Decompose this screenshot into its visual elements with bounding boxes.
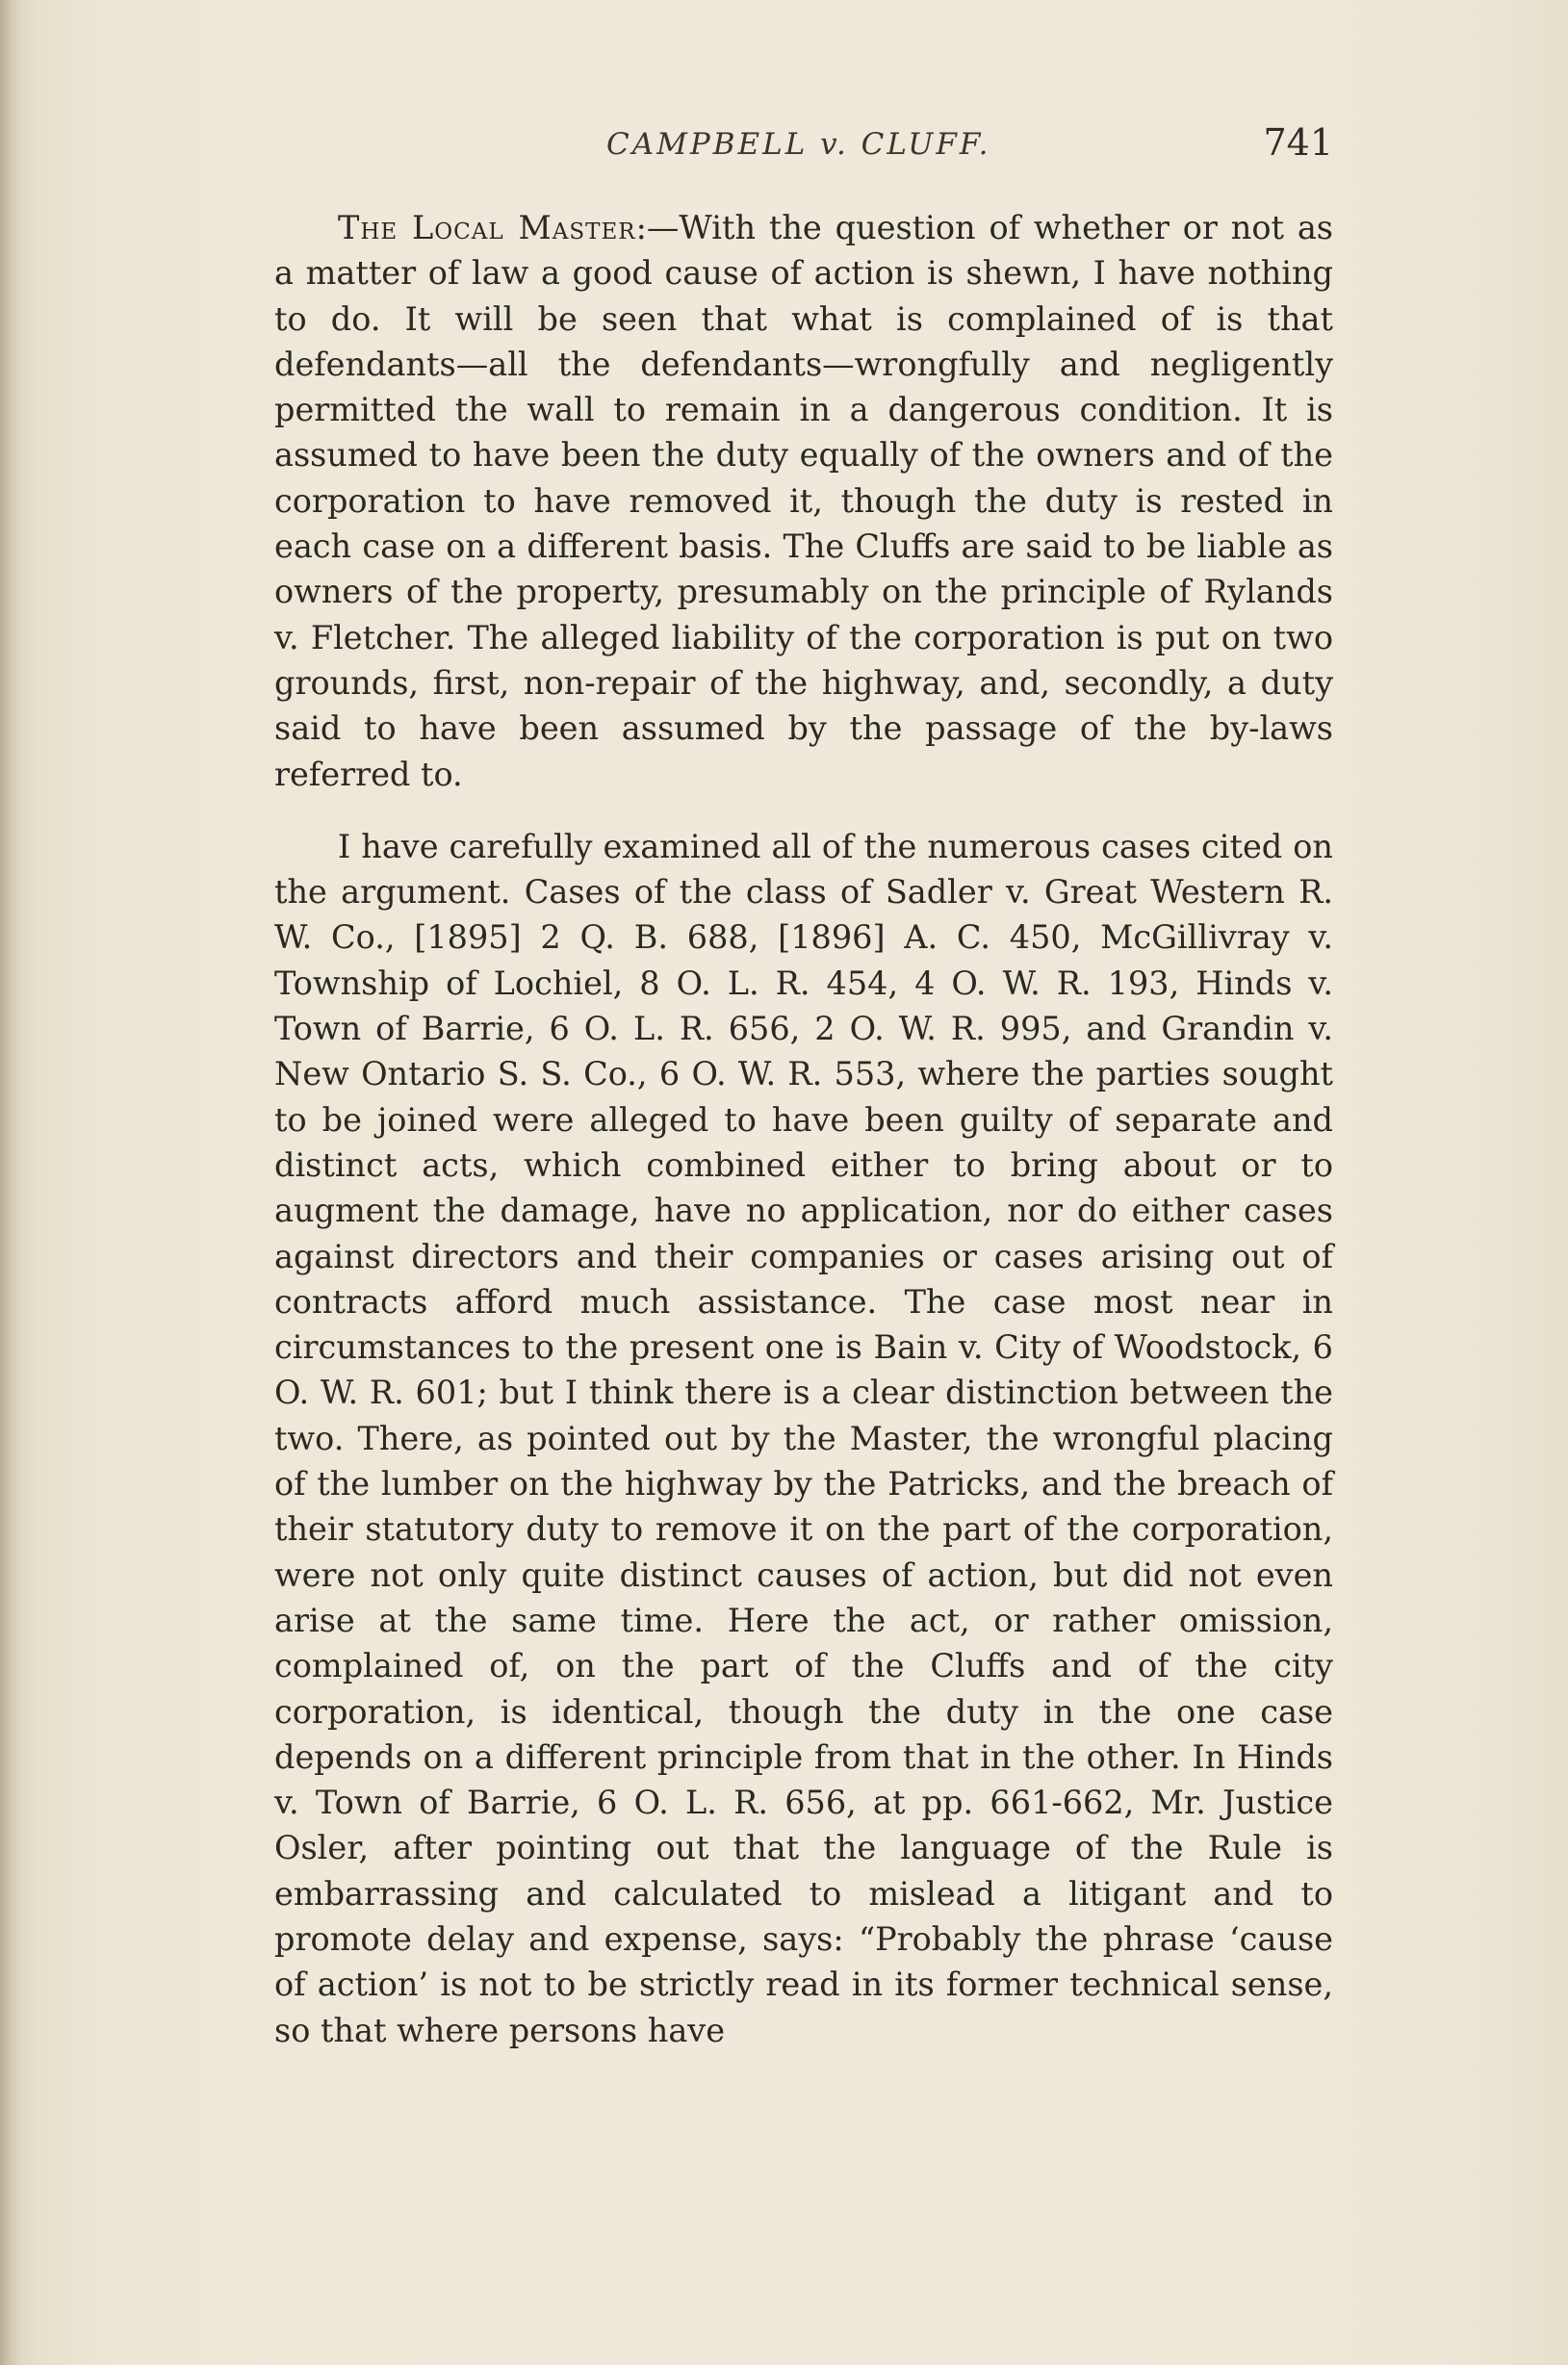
paragraph-text: :—With the question of whether or not as a matter of law a good cause of action is shewn, I have nothing to do. It will be seen that what is complained of is that defendants—all the defendants—wrongfully and negligently permitted the wall to remain in a dangerous condition. It is assumed to have been the duty equally of the owners and of the corporation to have removed it, though the duty is rested in each case on a different basis. The Cluffs are said to be liable as owners of the property, presumably on the principle of Rylands v. Fletcher. The alleged liability of the corporation is put on two grounds, first, non-repair of the highway, and, secondly, a duty said to have been assumed by the passage of the by-laws referred to. (274, 209, 1333, 793)
speaker-heading: The Local Master (338, 209, 636, 246)
page-binding-edge (0, 0, 21, 2365)
paragraph-local-master (274, 205, 1333, 797)
paragraph-cases (274, 824, 1333, 2053)
paragraph-text: I have carefully examined all of the numerous cases cited on the argument. Cases of the class of Sadler v. Great Western R. W. Co., [1895] 2 Q. B. 688, [1896] A. C. 450, McGillivray v. Township of Lochiel, 8 O. L. R. 454, 4 O. W. R. 193, Hinds v. Town of Barrie, 6 O. L. R. 656, 2 O. W. R. 995, and Grandin v. New Ontario S. S. Co., 6 O. W. R. 553, where the parties sought to be joined were alleged to have been guilty of separate and distinct acts, which combined either to bring about or to augment the damage, have no application, nor do either cases against directors and their companies or cases arising out of contracts afford much assistance. The case most near in circumstances to the present one is Bain v. City of Woodstock, 6 O. W. R. 601; but I think there is a clear distinction between the two. There, as pointed out by the Master, the wrongful placing of the lumber on the highway by the Patricks, and the breach of their statutory duty to remove it on the part of the corporation, were not only quite distinct causes of action, but did not even arise at the same time. Here the act, or rather omission, complained of, on the part of the Cluffs and of the city corporation, is identical, though the duty in the one case depends on a different principle from that in the other. In Hinds v. Town of Barrie, 6 O. L. R. 656, at pp. 661-662, Mr. Justice Osler, after pointing out that the language of the Rule is embarrassing and calculated to mislead a litigant and to promote delay and expense, says: “Probably the phrase ‘cause of action’ is not to be strictly read in its former technical sense, so that where persons have (274, 827, 1333, 2049)
body-text (274, 205, 1333, 2053)
page-number: 741 (1263, 121, 1333, 164)
running-head: CAMPBELL v. CLUFF. (606, 127, 991, 162)
page-header (274, 114, 1333, 181)
